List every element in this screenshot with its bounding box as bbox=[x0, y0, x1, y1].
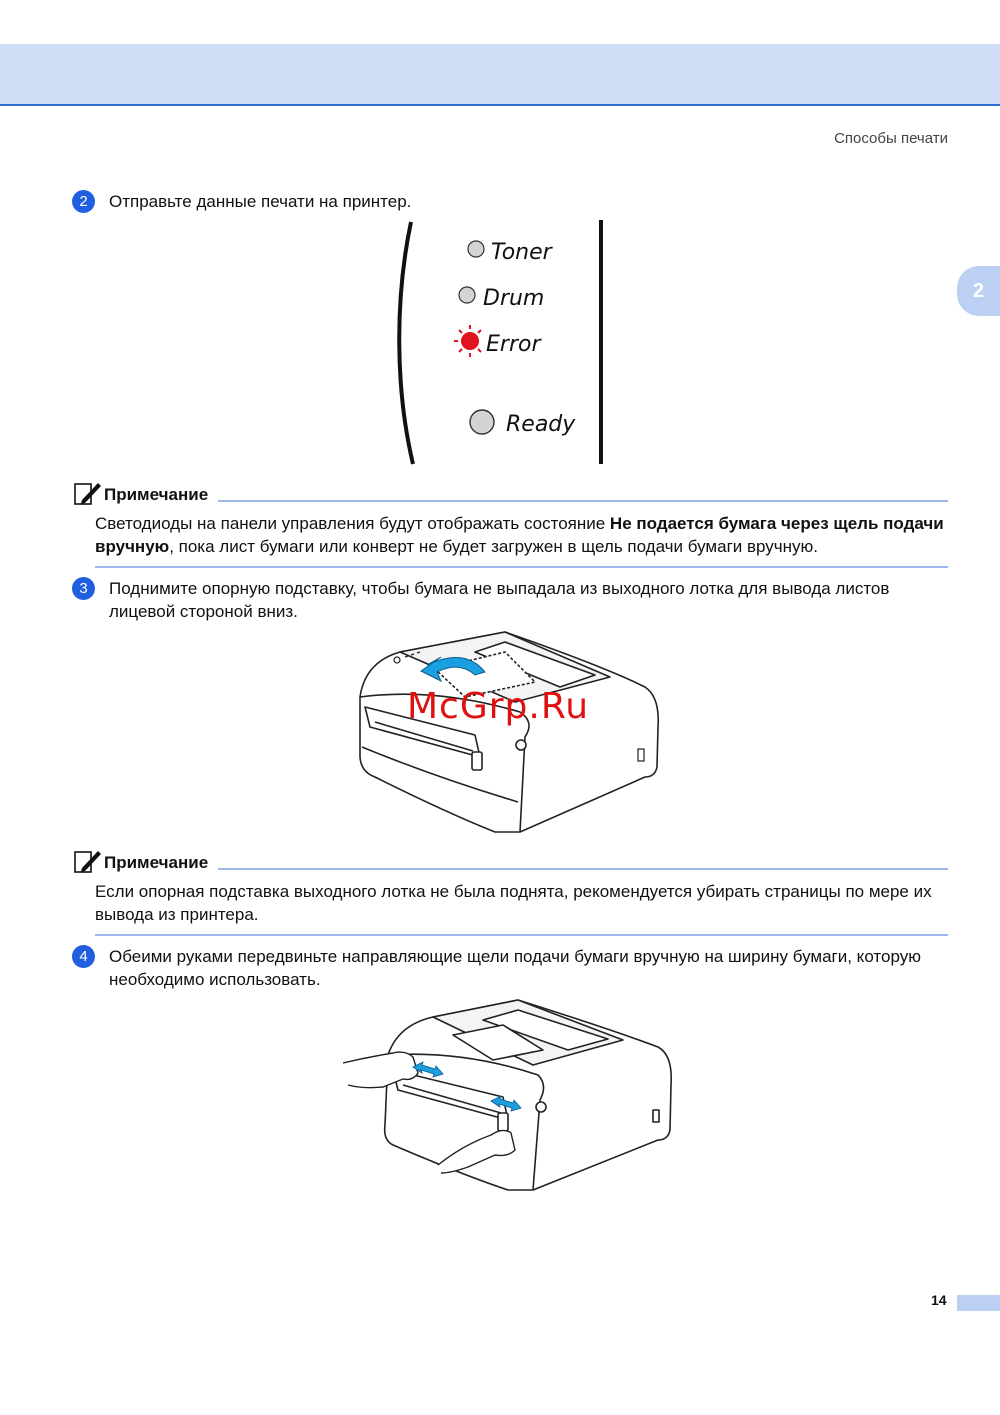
section-title: Способы печати bbox=[834, 130, 948, 147]
header-band bbox=[0, 44, 1000, 106]
note-title: Примечание bbox=[104, 853, 209, 872]
step-text: Поднимите опорную подставку, чтобы бумага не выпадала из выходного лотка для вывода листов лицевой стороной вниз. bbox=[109, 579, 890, 621]
note-title: Примечание bbox=[104, 485, 209, 504]
step-number: 4 bbox=[72, 945, 95, 968]
step-4 bbox=[72, 945, 952, 991]
note-pencil-icon bbox=[72, 480, 102, 506]
ready-button-icon bbox=[470, 410, 494, 434]
note-status-name: Не подается бумага через щель подачи вручную bbox=[95, 514, 944, 556]
step-3 bbox=[72, 577, 952, 623]
step-text: Отправьте данные печати на принтер. bbox=[109, 192, 412, 211]
note-text-part: Светодиоды на панели управления будут отображать состояние bbox=[95, 514, 610, 533]
page-number: 14 bbox=[931, 1292, 947, 1308]
note-2 bbox=[72, 848, 948, 936]
step-number: 3 bbox=[72, 577, 95, 600]
note-text: Если опорная подставка выходного лотка не была поднята, рекомендуется убирать страницы по мере их вывода из принтера. bbox=[95, 880, 948, 936]
toner-led-icon bbox=[468, 241, 484, 257]
led-label-ready: Ready bbox=[506, 412, 576, 437]
error-led-icon bbox=[454, 325, 481, 357]
watermark: McGrp.Ru bbox=[407, 686, 590, 727]
page-number-bar bbox=[957, 1295, 1000, 1311]
led-panel-illustration bbox=[395, 218, 610, 468]
step-number: 2 bbox=[72, 190, 95, 213]
step-text: Обеими руками передвиньте направляющие щели подачи бумаги вручную на ширину бумаги, которую необходимо использовать. bbox=[109, 947, 921, 989]
note-rule bbox=[218, 500, 948, 502]
note-text-part: , пока лист бумаги или конверт не будет загружен в щель подачи бумаги вручную. bbox=[169, 537, 819, 556]
drum-led-icon bbox=[459, 287, 475, 303]
note-text bbox=[95, 512, 948, 568]
printer-paper-guides-illustration bbox=[343, 995, 678, 1200]
panel-left-edge bbox=[399, 222, 413, 464]
note-pencil-icon bbox=[72, 848, 102, 874]
step-2 bbox=[72, 190, 952, 213]
printer-support-flap-illustration bbox=[355, 627, 665, 837]
led-label-drum: Drum bbox=[483, 286, 545, 311]
led-label-error: Error bbox=[486, 332, 541, 357]
chapter-tab: 2 bbox=[957, 266, 1000, 316]
note-rule bbox=[218, 868, 948, 870]
led-label-toner: Toner bbox=[491, 240, 552, 265]
note-1 bbox=[72, 480, 948, 568]
